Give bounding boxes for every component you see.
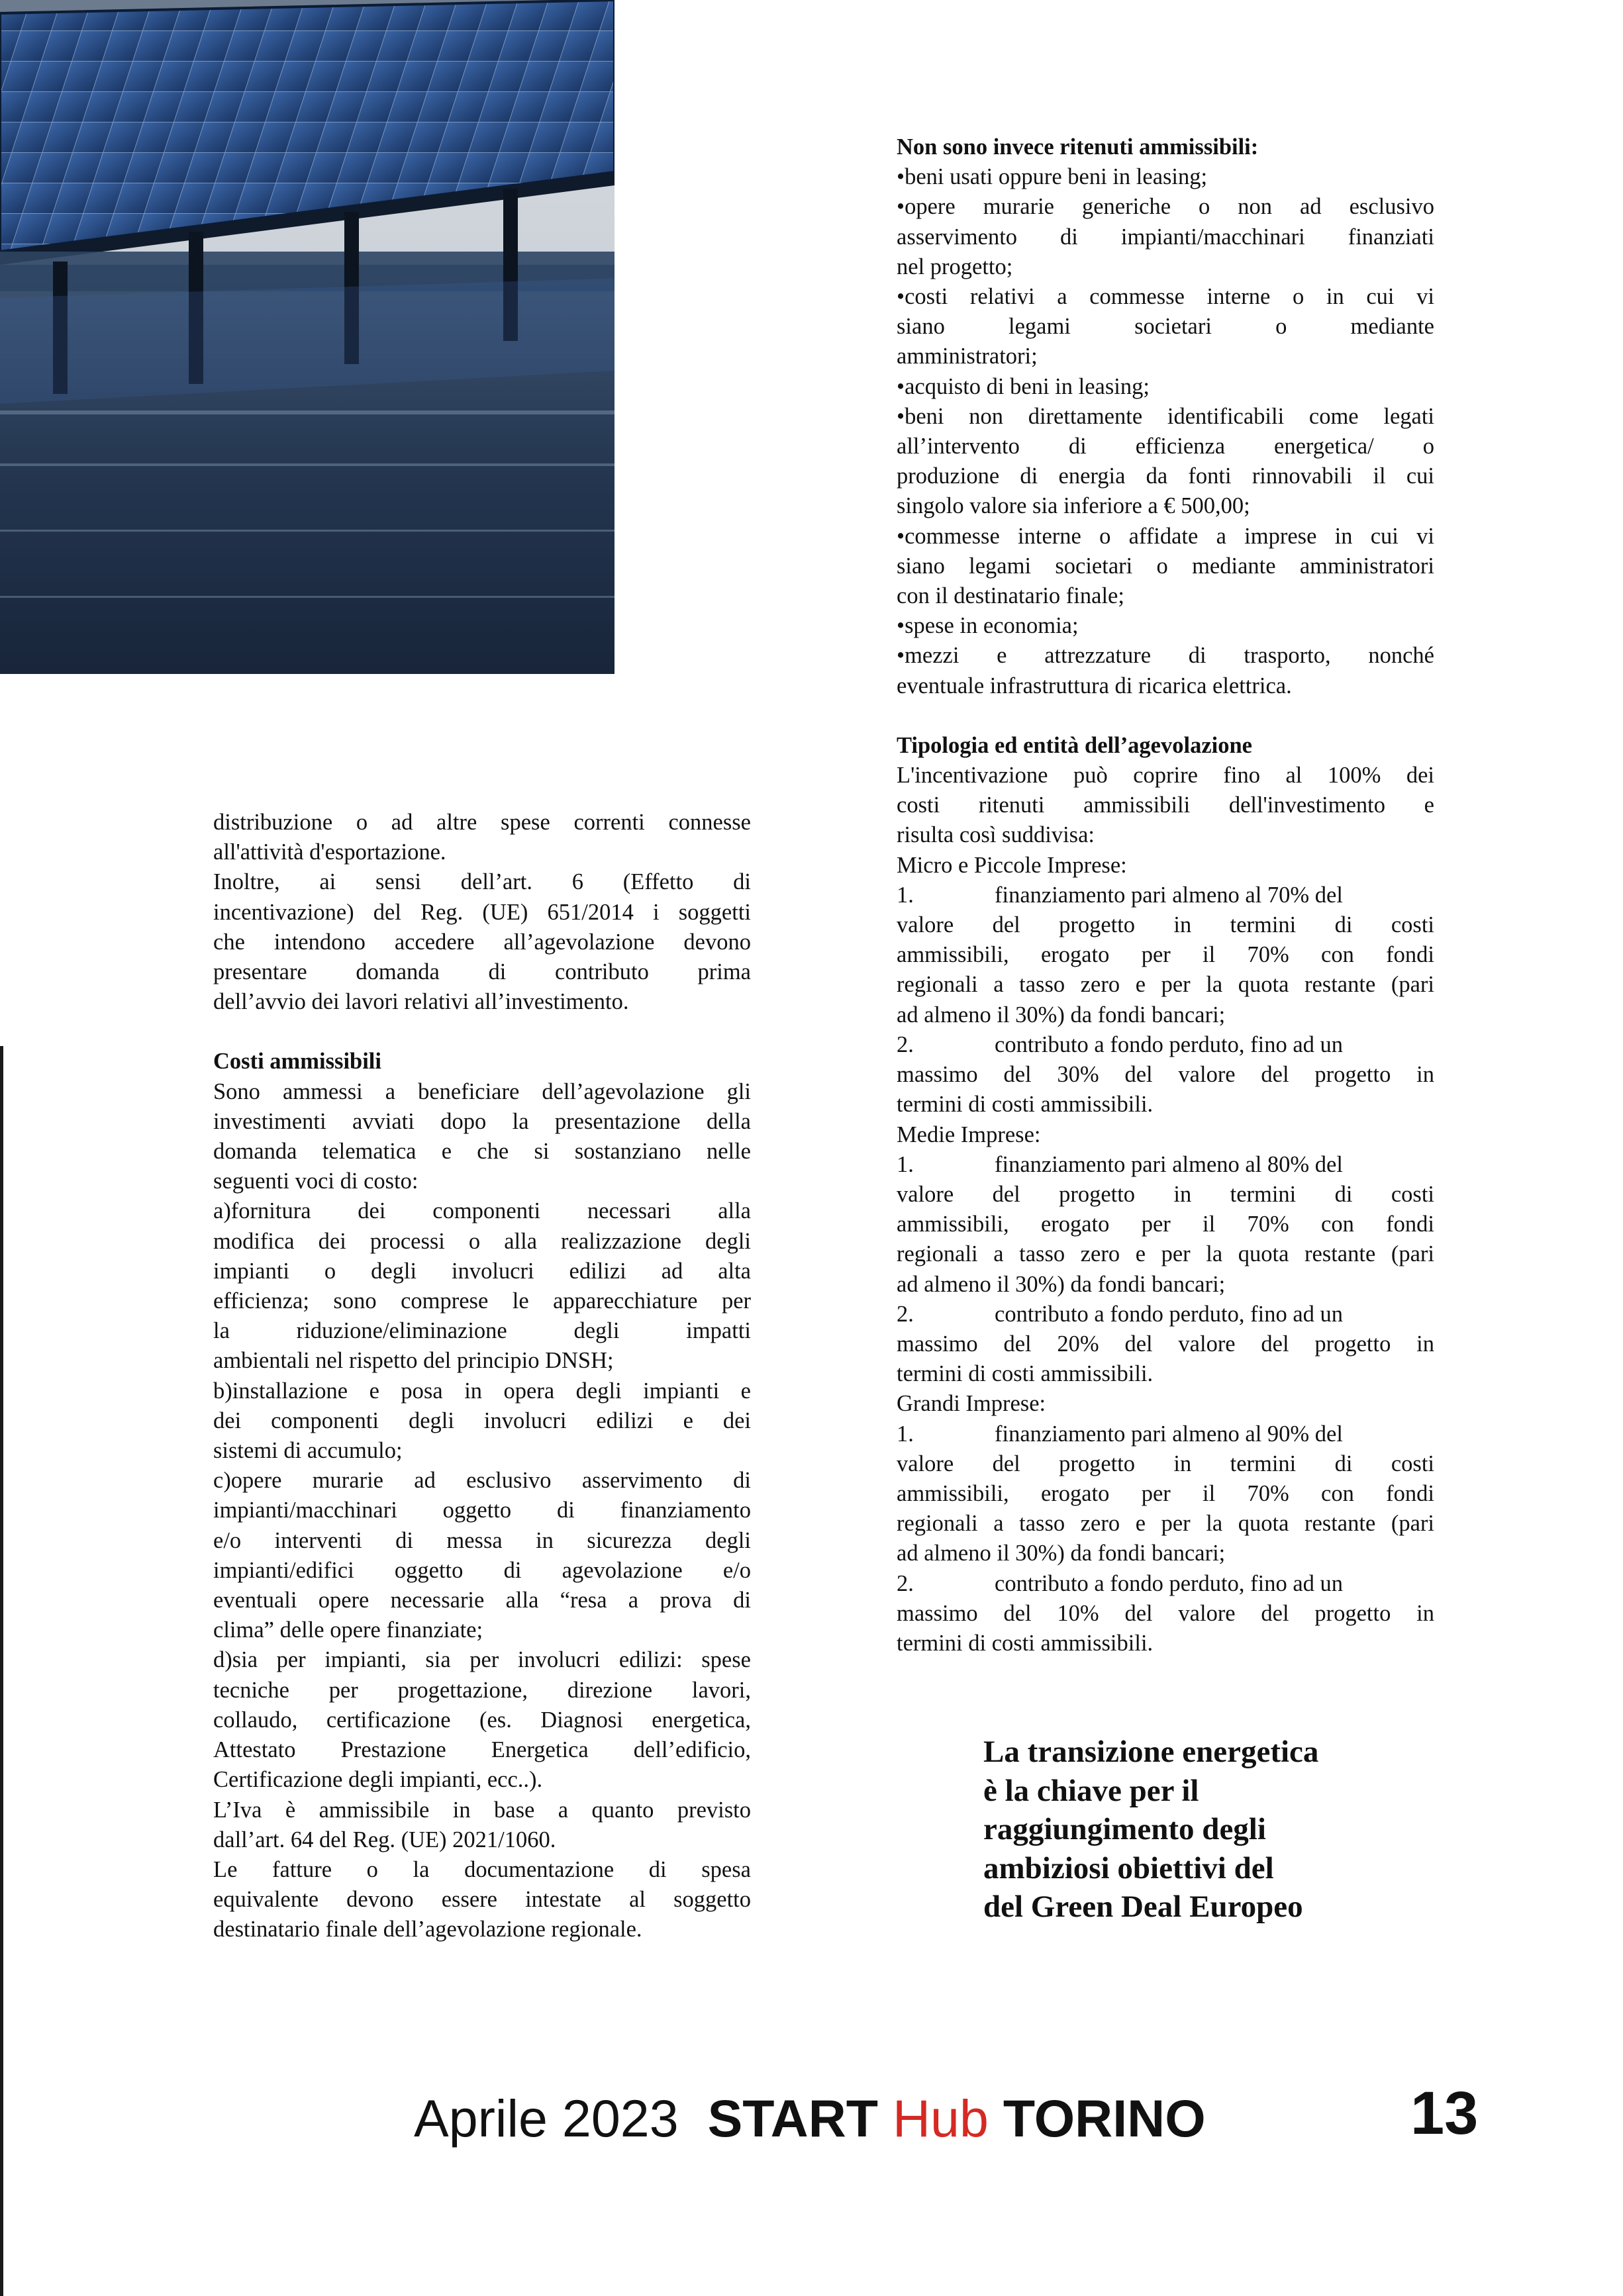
- text-line: destinatario finale dell’agevolazione regionale.: [213, 1917, 642, 1942]
- numbered-item: [897, 1300, 1434, 1329]
- non-ammessi-list: [897, 162, 1434, 701]
- text-line: ammissibili, erogato per il 70% con fondi: [897, 1212, 1434, 1237]
- text-line: ad almeno il 30%) da fondi bancari;: [897, 1271, 1226, 1297]
- text-line: impianti o degli involucri edilizi ad alta: [213, 1258, 751, 1284]
- text-line: massimo del 10% del valore del progetto in: [897, 1600, 1434, 1626]
- item-continuation: [897, 1060, 1434, 1120]
- text-line: collaudo, certificazione (es. Diagnosi energetica,: [213, 1707, 751, 1733]
- text-line: •acquisto di beni in leasing;: [897, 373, 1150, 399]
- text-line: equivalente devono essere intestate al soggetto: [213, 1887, 751, 1913]
- text-line: la riduzione/eliminazione degli impatti: [213, 1318, 751, 1344]
- item-continuation: [897, 910, 1434, 1030]
- text-line: eventuale infrastruttura di ricarica elettrica.: [897, 673, 1292, 698]
- text-line: siano legami societari o mediante amministratori: [897, 553, 1434, 579]
- item-first-line: finanziamento pari almeno al 80% del: [995, 1151, 1343, 1177]
- item-continuation: [897, 1180, 1434, 1300]
- text-line: Attestato Prestazione Energetica dell’edificio,: [213, 1737, 751, 1763]
- text-line: impianti/macchinari oggetto di finanziamento: [213, 1498, 751, 1523]
- item-first-line: finanziamento pari almeno al 90% del: [995, 1421, 1343, 1447]
- text-line: valore del progetto in termini di costi: [897, 1181, 1434, 1207]
- text-line: modifica dei processi o alla realizzazione degli: [213, 1228, 751, 1254]
- brand-start: START: [707, 2089, 879, 2148]
- text-line: impianti/edifici oggetto di agevolazione e/o: [213, 1557, 751, 1583]
- impresa-group-label: Medie Imprese:: [897, 1122, 1041, 1147]
- tipologia-intro: [897, 761, 1434, 851]
- text-line: ambientali nel rispetto del principio DNSH;: [213, 1348, 614, 1374]
- tipologia-heading: Tipologia ed entità dell’agevolazione: [897, 732, 1252, 758]
- footer-masthead: [414, 2085, 1206, 2152]
- impresa-group-label: Micro e Piccole Imprese:: [897, 852, 1127, 878]
- item-number: 2.: [897, 1570, 914, 1596]
- text-line: •mezzi e attrezzature di trasporto, nonché: [897, 643, 1434, 669]
- item-first-line: contributo a fondo perduto, fino ad un: [995, 1031, 1344, 1057]
- text-line: risulta così suddivisa:: [897, 822, 1095, 848]
- quote-line: ambiziosi obiettivi del: [983, 1850, 1274, 1886]
- brand-hub: Hub: [892, 2089, 989, 2148]
- non-ammessi-heading: Non sono invece ritenuti ammissibili:: [897, 134, 1259, 160]
- text-line: all'attività d'esportazione.: [213, 839, 446, 865]
- text-line: ammissibili, erogato per il 70% con fondi: [897, 1480, 1434, 1506]
- text-line: L'incentivazione può coprire fino al 100% dei: [897, 763, 1434, 789]
- text-line: dell’avvio dei lavori relativi all’investimento.: [213, 989, 629, 1015]
- text-line: •beni non direttamente identificabili come legati: [897, 403, 1434, 429]
- text-line: e/o interventi di messa in sicurezza degli: [213, 1527, 751, 1553]
- impresa-group-label: Grandi Imprese:: [897, 1391, 1046, 1417]
- text-line: incentivazione) del Reg. (UE) 651/2014 i soggetti: [213, 899, 751, 925]
- text-line: dei componenti degli involucri edilizi e dei: [213, 1408, 751, 1433]
- text-line: termini di costi ammissibili.: [897, 1361, 1154, 1387]
- text-line: presentare domanda di contributo prima: [213, 959, 751, 985]
- quote-line: raggiungimento degli: [983, 1812, 1266, 1846]
- text-line: massimo del 20% del valore del progetto in: [897, 1331, 1434, 1357]
- text-line: Certificazione degli impianti, ecc..).: [213, 1767, 543, 1793]
- text-line: massimo del 30% del valore del progetto in: [897, 1062, 1434, 1088]
- item-number: 1.: [897, 1151, 914, 1177]
- text-line: a)fornitura dei componenti necessari alla: [213, 1198, 751, 1224]
- text-line: •opere murarie generiche o non ad esclusivo: [897, 194, 1434, 220]
- text-line: sistemi di accumulo;: [213, 1438, 403, 1464]
- brand-city: TORINO: [1003, 2089, 1206, 2148]
- text-line: eventuali opere necessarie alla “resa a prova di: [213, 1588, 751, 1613]
- numbered-item: [897, 881, 1434, 910]
- numbered-item: [897, 1150, 1434, 1180]
- text-line: investimenti avviati dopo la presentazione della: [213, 1108, 751, 1134]
- text-line: ad almeno il 30%) da fondi bancari;: [897, 1002, 1226, 1028]
- text-line: d)sia per impianti, sia per involucri edilizi: spese: [213, 1647, 751, 1673]
- item-continuation: [897, 1449, 1434, 1569]
- text-line: Sono ammessi a beneficiare dell’agevolazione gli: [213, 1078, 751, 1104]
- text-line: siano legami societari o mediante: [897, 314, 1434, 340]
- text-line: •spese in economia;: [897, 613, 1079, 639]
- text-line: asservimento di impianti/macchinari finanziati: [897, 224, 1434, 250]
- costi-paragraph: [213, 1077, 751, 1945]
- text-line: Inoltre, ai sensi dell’art. 6 (Effetto di: [213, 869, 751, 895]
- numbered-item: [897, 1569, 1434, 1599]
- right-column: [897, 132, 1434, 1658]
- quote-line: è la chiave per il: [983, 1773, 1199, 1808]
- text-line: •commesse interne o affidate a imprese in cui vi: [897, 523, 1434, 549]
- item-number: 2.: [897, 1301, 914, 1327]
- footer-date: Aprile 2023: [414, 2089, 679, 2148]
- text-line: ad almeno il 30%) da fondi bancari;: [897, 1541, 1226, 1566]
- pull-quote: [983, 1733, 1447, 1927]
- page-number: 13: [1410, 2080, 1479, 2147]
- text-line: termini di costi ammissibili.: [897, 1092, 1154, 1118]
- text-line: regionali a tasso zero e per la quota restante (pari: [897, 1241, 1434, 1267]
- text-line: clima” delle opere finanziate;: [213, 1617, 483, 1643]
- text-line: •beni usati oppure beni in leasing;: [897, 164, 1208, 190]
- text-line: tecniche per progettazione, direzione lavori,: [213, 1677, 751, 1703]
- imprese-groups: [897, 851, 1434, 1658]
- costi-heading: Costi ammissibili: [213, 1049, 381, 1075]
- text-line: L’Iva è ammissibile in base a quanto previsto: [213, 1797, 751, 1823]
- numbered-item: [897, 1030, 1434, 1060]
- text-line: distribuzione o ad altre spese correnti connesse: [213, 810, 751, 835]
- item-number: 1.: [897, 882, 914, 908]
- text-line: produzione di energia da fonti rinnovabili il cui: [897, 463, 1434, 489]
- text-line: valore del progetto in termini di costi: [897, 1451, 1434, 1476]
- text-line: costi ritenuti ammissibili dell'investimento e: [897, 792, 1434, 818]
- text-line: •costi relativi a commesse interne o in cui vi: [897, 284, 1434, 310]
- item-continuation: [897, 1599, 1434, 1658]
- quote-line: del Green Deal Europeo: [983, 1889, 1303, 1924]
- text-line: con il destinatario finale;: [897, 583, 1124, 609]
- left-column: [213, 808, 751, 1945]
- text-line: valore del progetto in termini di costi: [897, 912, 1434, 938]
- text-line: nel progetto;: [897, 254, 1013, 279]
- left-intro-paragraph: [213, 808, 751, 1017]
- item-number: 1.: [897, 1421, 914, 1447]
- quote-line: La transizione energetica: [983, 1735, 1319, 1769]
- solar-panels-icon: [0, 0, 615, 674]
- item-first-line: contributo a fondo perduto, fino ad un: [995, 1570, 1344, 1596]
- text-line: c)opere murarie ad esclusivo asservimento di: [213, 1468, 751, 1494]
- text-line: regionali a tasso zero e per la quota restante (pari: [897, 972, 1434, 998]
- text-line: dall’art. 64 del Reg. (UE) 2021/1060.: [213, 1827, 556, 1852]
- item-continuation: [897, 1329, 1434, 1389]
- text-line: Le fatture o la documentazione di spesa: [213, 1856, 751, 1882]
- numbered-item: [897, 1419, 1434, 1449]
- text-line: domanda telematica e che si sostanziano nelle: [213, 1139, 751, 1165]
- left-margin-rule: [0, 1046, 3, 2296]
- text-line: amministratori;: [897, 344, 1038, 369]
- text-line: ammissibili, erogato per il 70% con fondi: [897, 942, 1434, 968]
- item-first-line: finanziamento pari almeno al 70% del: [995, 882, 1343, 908]
- text-line: termini di costi ammissibili.: [897, 1630, 1154, 1656]
- text-line: seguenti voci di costo:: [213, 1169, 418, 1194]
- text-line: che intendono accedere all’agevolazione devono: [213, 929, 751, 955]
- text-line: b)installazione e posa in opera degli impianti e: [213, 1378, 751, 1404]
- item-number: 2.: [897, 1031, 914, 1057]
- text-line: efficienza; sono comprese le apparecchiature per: [213, 1288, 751, 1314]
- text-line: regionali a tasso zero e per la quota restante (pari: [897, 1511, 1434, 1537]
- text-line: all’intervento di efficienza energetica/ o: [897, 434, 1434, 459]
- text-line: singolo valore sia inferiore a € 500,00;: [897, 493, 1250, 519]
- solar-panels-photo: [0, 0, 615, 674]
- item-first-line: contributo a fondo perduto, fino ad un: [995, 1301, 1344, 1327]
